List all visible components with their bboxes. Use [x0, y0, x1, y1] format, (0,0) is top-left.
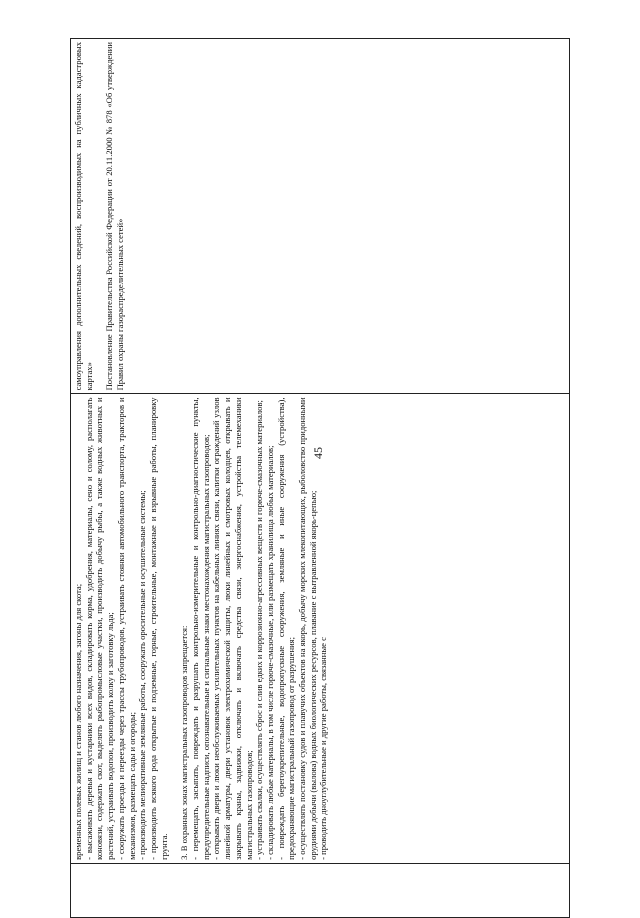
text-paragraph: - перемещать, засыпать, повреждать и разрушать контрольно-измерительные и контрольно-диагностические пункты, предупредительные надписи, опознавательные и сигнальные знаки местонахождения магистральных газопроводов;: [190, 397, 211, 860]
text-paragraph: 3. В охранных зонах магистральных газопроводов запрещается:: [179, 625, 190, 860]
text-paragraph: - проводить дноуглубительные и другие работы, связанные с: [318, 637, 329, 860]
text-paragraph: - открывать двери и люки необслуживаемых усилительных пунктов на кабельных линиях связи, калитки ограждений узлов линейной арматуры, двери установок электрохимической защиты, люки линейных и смотровых колодцев, открывать и закрывать краны, задвижки, отключать и включать средства связи, энергоснабжения, устройства телемеханики магистральных газопроводов;: [211, 397, 254, 860]
text-paragraph: - осуществлять постановку судов и плавучих объектов на якорь, добычу морских млекопитающих, рыболовство придонными орудиями добычи (вылова) водных биологических ресурсов, плавание с вытравленной якорь-цепью;: [297, 397, 318, 860]
text-paragraph: - повреждать берегоукрепительные, водопропускные сооружения, земляные и иные сооружения (устройства), предохраняющие магистральный газопровод от разрушения;: [275, 397, 297, 860]
text-paragraph: [169, 397, 179, 859]
text-paragraph: Постановление Правительства Российской Федерации от 20.11.2000 № 878 «Об утверждении Правил охраны газораспределительных сетей»: [104, 42, 126, 391]
restrictions-text-cell: [71, 394, 570, 863]
text-paragraph: временных полевых жилищ и станов любого назначения, загоны для скота;: [73, 583, 83, 860]
text-paragraph: - производить всякого рода открытые и подземные, горные, строительные, монтажные и взрывные работы, планировку грунта.: [147, 397, 169, 860]
text-paragraph: [94, 42, 104, 390]
regulations-table: [70, 38, 570, 918]
text-paragraph: - устраивать свалки, осуществлять сброс и слив едких и коррозионно-агрессивных веществ и горюче-смазочных материалов;: [254, 400, 265, 860]
restrictions-text: [71, 394, 331, 862]
text-paragraph: - складировать любые материалы, в том числе горюче-смазочные, или размещать хранилища любых материалов;: [264, 445, 275, 860]
rotated-table-sheet: [70, 38, 570, 918]
page-number: 45: [311, 447, 325, 459]
legal-basis-cell: [71, 39, 570, 394]
text-paragraph: самоуправления дополнительных сведений, воспроизводимых на публичных кадастровых картах»: [73, 42, 94, 391]
text-paragraph: - сооружать проезды и переезды через трассы трубопроводов, устраивать стоянки автомобильного транспорта, тракторов и механизмов, размещать сады и огороды;: [115, 397, 137, 860]
empty-first-column-cell: [71, 863, 570, 917]
text-paragraph: - высаживать деревья и кустарники всех видов, складировать корма, удобрения, материалы, сено и солому, располагать коновязи, содержать скот, выделять рыбопромысловые участки, производить добычу рыбы, а также водных животных и растений, устраивать водопои, производить колку и заготовку льда;: [83, 397, 116, 860]
legal-basis-text: [71, 39, 128, 393]
text-paragraph: - производить мелиоративные земляные работы, сооружать оросительные и осушительные системы;: [137, 490, 148, 860]
